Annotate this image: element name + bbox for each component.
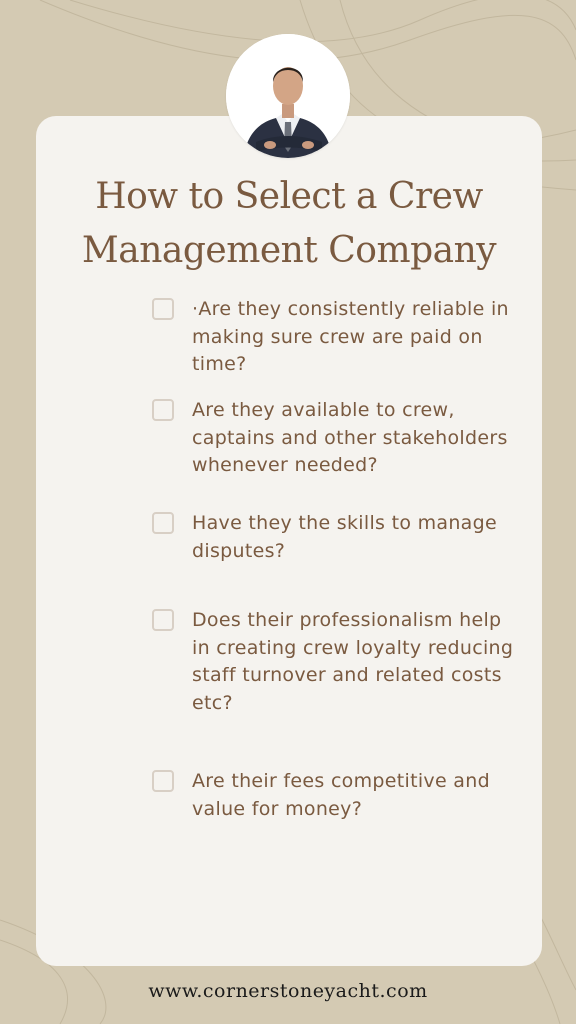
checklist-item-text: ·Are they consistently reliable in making sure crew are paid on time? — [192, 298, 509, 375]
checklist-item-text: Are they available to crew, captains and other stakeholders whenever needed? — [192, 399, 508, 476]
checkbox-icon[interactable] — [152, 298, 174, 320]
title-line-2: Management Company — [81, 230, 497, 271]
checkbox-icon[interactable] — [152, 512, 174, 534]
avatar — [226, 34, 350, 158]
man-in-suit-portrait-icon — [226, 34, 350, 158]
checkbox-icon[interactable] — [152, 770, 174, 792]
checklist-item-text: Have they the skills to manage disputes? — [192, 512, 497, 562]
checklist-item-text: Does their professionalism help in creating crew loyalty reducing staff turnover and related costs etc? — [192, 609, 514, 714]
checkbox-icon[interactable] — [152, 399, 174, 421]
title-line-1: How to Select a Crew — [95, 176, 483, 217]
checkbox-icon[interactable] — [152, 609, 174, 631]
page-title — [36, 170, 542, 278]
website-link[interactable]: www.cornerstoneyacht.com — [148, 980, 428, 1002]
checklist-item-text: Are their fees competitive and value for money? — [192, 770, 490, 820]
